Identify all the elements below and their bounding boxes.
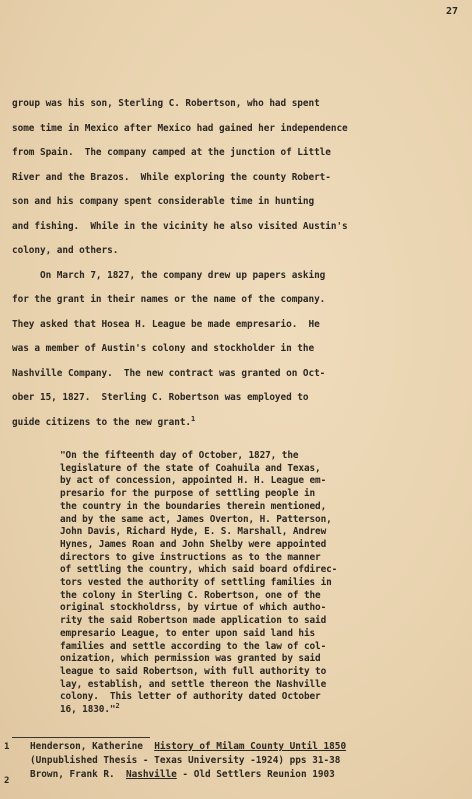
body-line: Nashville Company. The new contract was granted on Oct- <box>12 367 326 379</box>
quote-line: original stockholdrss, by virtue of which autho- <box>60 602 327 614</box>
quote-line: tors vested the authority of settling families in <box>60 577 332 589</box>
footnote-title: Nashville <box>125 769 177 780</box>
quote-line: John Davis, Richard Hyde, E. S. Marshall, Andrew <box>60 526 327 538</box>
quote-line: league to said Robertson, with full authority to <box>60 665 327 677</box>
body-line: son and his company spent considerable time in hunting <box>12 196 315 207</box>
quote-line: colony. This letter of authority dated October <box>60 691 321 703</box>
quote-line: and by the same act, James Overton, H. Patterson, <box>60 513 332 525</box>
quote-line: empresario League, to enter upon said land his <box>60 627 316 639</box>
body-line: On March 7, 1827, the company drew up papers asking <box>12 269 326 281</box>
quote-line: legislature of the state of Coahuila and Texas, <box>60 462 321 474</box>
quote-line: "On the fifteenth day of October, 1827, the <box>60 450 299 461</box>
quote-line-text: 16, 1830." <box>60 704 116 716</box>
footnote-ref-2: 2 <box>115 701 120 710</box>
quote-line: the colony in Sterling C. Robertson, one of the <box>60 589 321 601</box>
footnote-author: Brown, Frank R. <box>30 769 126 780</box>
quote-line: directors to give instructions as to the manner <box>60 551 321 563</box>
body-line: group was his son, Sterling C. Robertson, who had spent <box>12 98 320 109</box>
footnote-author: Henderson, Katherine <box>30 741 155 752</box>
footnote-mark: 1 <box>4 742 10 752</box>
quote-line: families and settle according to the law of col- <box>60 640 327 652</box>
footnote-continuation: (Unpublished Thesis - Texas University -1924) pps 31-38 <box>30 755 341 766</box>
quote-line <box>60 701 460 717</box>
footnote-1-continuation <box>4 754 468 768</box>
block-quote <box>60 450 460 717</box>
quote-line: onization, which permission was granted by said <box>60 653 321 665</box>
body-line: from Spain. The company camped at the junction of Little <box>12 147 331 158</box>
quote-line: the country in the boundaries therein mentioned, <box>60 500 327 512</box>
body-line: ober 15, 1827. Sterling C. Robertson was employed to <box>12 392 309 403</box>
footnote-separator <box>12 737 150 738</box>
quote-line: of settling the country, which said board ofdirec- <box>60 564 338 576</box>
quote-line: Hynes, James Roan and John Shelby were appointed <box>60 538 327 550</box>
footnote-rest: - Old Settlers Reunion 1903 <box>176 769 335 780</box>
footnote-1 <box>4 740 468 754</box>
quote-line: rity the said Robertson made application to said <box>60 615 327 627</box>
body-line: colony, and others. <box>12 245 119 256</box>
body-line: River and the Brazos. While exploring the county Robert- <box>12 171 331 183</box>
body-line <box>12 411 464 436</box>
body-line: They asked that Hosea H. League be made empresario. He <box>12 318 320 330</box>
footnote-ref-1: 1 <box>191 414 196 423</box>
footnote-title: History of Milam County Until 1850 <box>154 741 347 752</box>
body-line: some time in Mexico after Mexico had gained her independence <box>12 122 348 134</box>
quote-line: lay, establish, and settle thereon the Nashville <box>60 678 327 690</box>
footnote-mark: 2 <box>4 776 10 786</box>
footnote-2 <box>4 768 468 786</box>
quote-line: by act of concession, appointed H. H. League em- <box>60 475 327 487</box>
quote-line: presario for the purpose of settling people in <box>60 488 316 500</box>
body-line-text: guide citizens to the new grant. <box>12 416 192 428</box>
page-number: 27 <box>445 6 458 17</box>
body-text <box>12 92 464 435</box>
body-line: was a member of Austin's colony and stockholder in the <box>12 343 315 354</box>
body-line: and fishing. While in the vicinity he also visited Austin's <box>12 220 348 232</box>
footnotes <box>4 740 468 786</box>
body-line: for the grant in their names or the name of the company. <box>12 294 326 305</box>
